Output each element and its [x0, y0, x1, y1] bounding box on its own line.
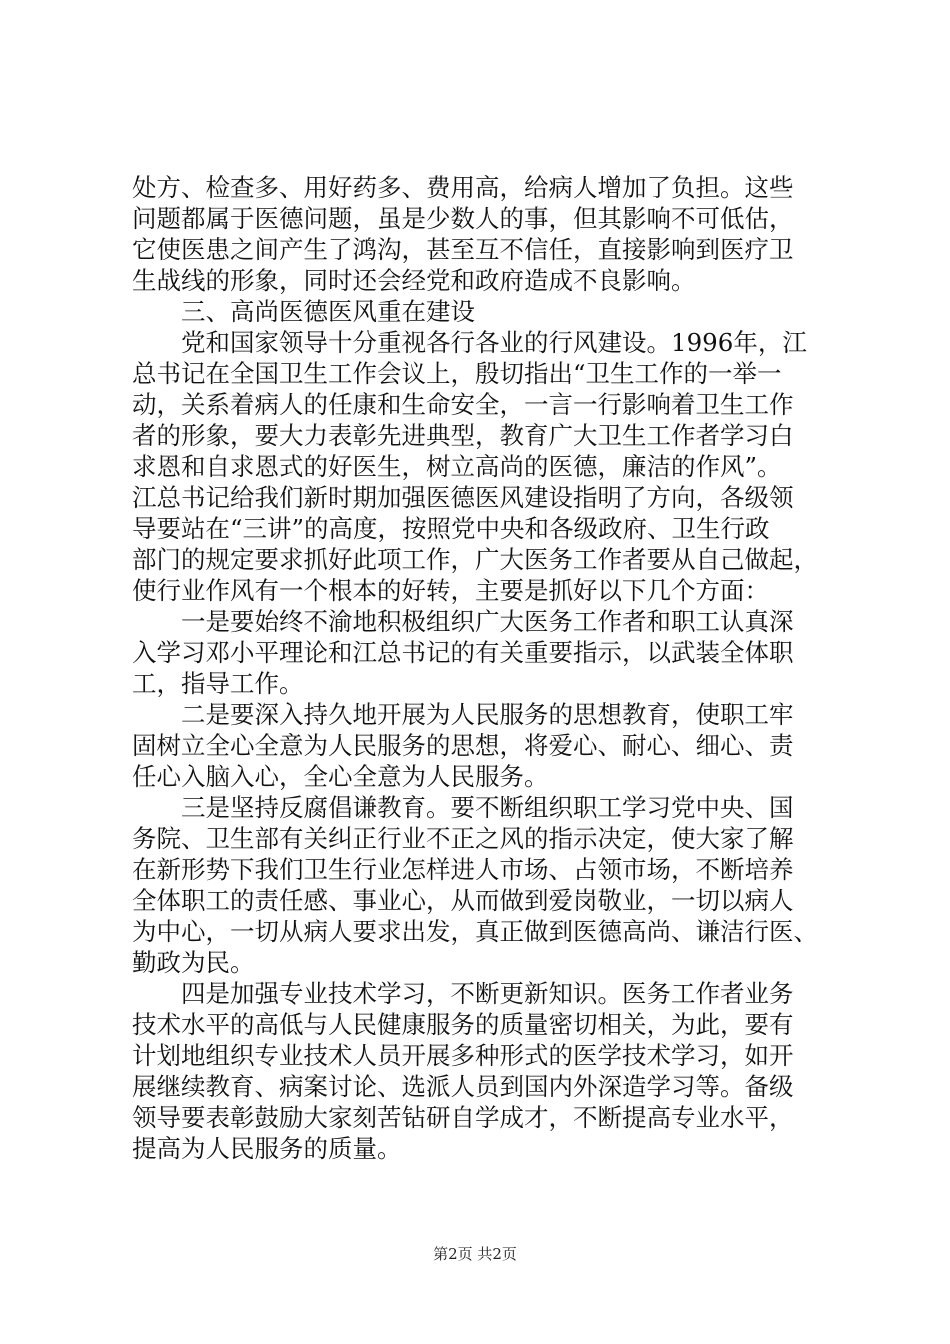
- section-heading: 三、高尚医德医风重在建设: [132, 297, 475, 326]
- text-line: 导要站在“三讲”的高度，按照党中央和各级政府、卫生行政: [132, 514, 770, 543]
- text-line: 处方、检查多、用好药多、费用高，给病人增加了负担。这些: [132, 173, 794, 202]
- page-number-footer: 第2页 共2页: [433, 1245, 517, 1263]
- text-line: 计划地组织专业技术人员开展多种形式的医学技术学习，如开: [132, 1041, 794, 1070]
- text-line: 展继续教育、病案讨论、选派人员到国内外深造学习等。备级: [132, 1072, 794, 1101]
- text-line: 一是要始终不渝地积极组织广大医务工作者和职工认真深: [132, 607, 794, 636]
- text-line: 勤政为民。: [132, 948, 255, 977]
- text-line: 为中心，一切从病人要求出发，真正做到医德高尚、谦洁行医、: [132, 917, 818, 946]
- text-line: 党和国家领导十分重视各行各业的行风建设。1996年，江: [132, 328, 807, 357]
- text-line: 提高为人民服务的质量。: [132, 1134, 402, 1163]
- text-line: 工，指导工作。: [132, 669, 304, 698]
- text-line: 求恩和自求恩式的好医生，树立高尚的医德，廉洁的作风”。: [132, 452, 782, 481]
- text-line: 技术水平的高低与人民健康服务的质量密切相关，为此，要有: [132, 1010, 794, 1039]
- text-line: 部门的规定要求抓好此项工作，广大医务工作者要从自己做起，: [132, 545, 818, 574]
- text-line: 入学习邓小平理论和江总书记的有关重要指示，以武装全体职: [132, 638, 794, 667]
- text-line: 动，关系着病人的任康和生命安全，一言一行影响着卫生工作: [132, 390, 794, 419]
- text-line: 在新形势下我们卫生行业怎样进人市场、占领市场，不断培养: [132, 855, 794, 884]
- text-line: 务院、卫生部有关纠正行业不正之风的指示决定，使大家了解: [132, 824, 794, 853]
- text-line: 使行业作风有一个根本的好转，主要是抓好以下几个方面：: [132, 576, 769, 605]
- text-line: 生战线的形象，同时还会经党和政府造成不良影响。: [132, 266, 696, 295]
- text-line: 领导要表彰鼓励大家刻苦钻研自学成才，不断提高专业水平，: [132, 1103, 794, 1132]
- text-line: 江总书记给我们新时期加强医德医风建设指明了方向，各级领: [132, 483, 794, 512]
- document-body: [132, 172, 832, 1164]
- text-line: 任心入脑入心，全心全意为人民服务。: [132, 762, 549, 791]
- text-line: 四是加强专业技术学习，不断更新知识。医务工作者业务: [132, 979, 794, 1008]
- text-line: 全体职工的责任感、事业心，从而做到爱岗敬业，一切以病人: [132, 886, 794, 915]
- text-line: 固树立全心全意为人民服务的思想，将爱心、耐心、细心、责: [132, 731, 794, 760]
- text-line: 者的形象，要大力表彰先进典型，教育广大卫生工作者学习白: [132, 421, 794, 450]
- text-line: 三是坚持反腐倡谦教育。要不断组织职工学习党中央、国: [132, 793, 794, 822]
- text-line: 总书记在全国卫生工作会议上，殷切指出“卫生工作的一举一: [132, 359, 782, 388]
- text-line: 它使医患之间产生了鸿沟，甚至互不信任，直接影响到医疗卫: [132, 235, 794, 264]
- text-line: 二是要深入持久地开展为人民服务的思想教育，使职工牢: [132, 700, 794, 729]
- text-line: 问题都属于医德问题，虽是少数人的事，但其影响不可低估，: [132, 204, 794, 233]
